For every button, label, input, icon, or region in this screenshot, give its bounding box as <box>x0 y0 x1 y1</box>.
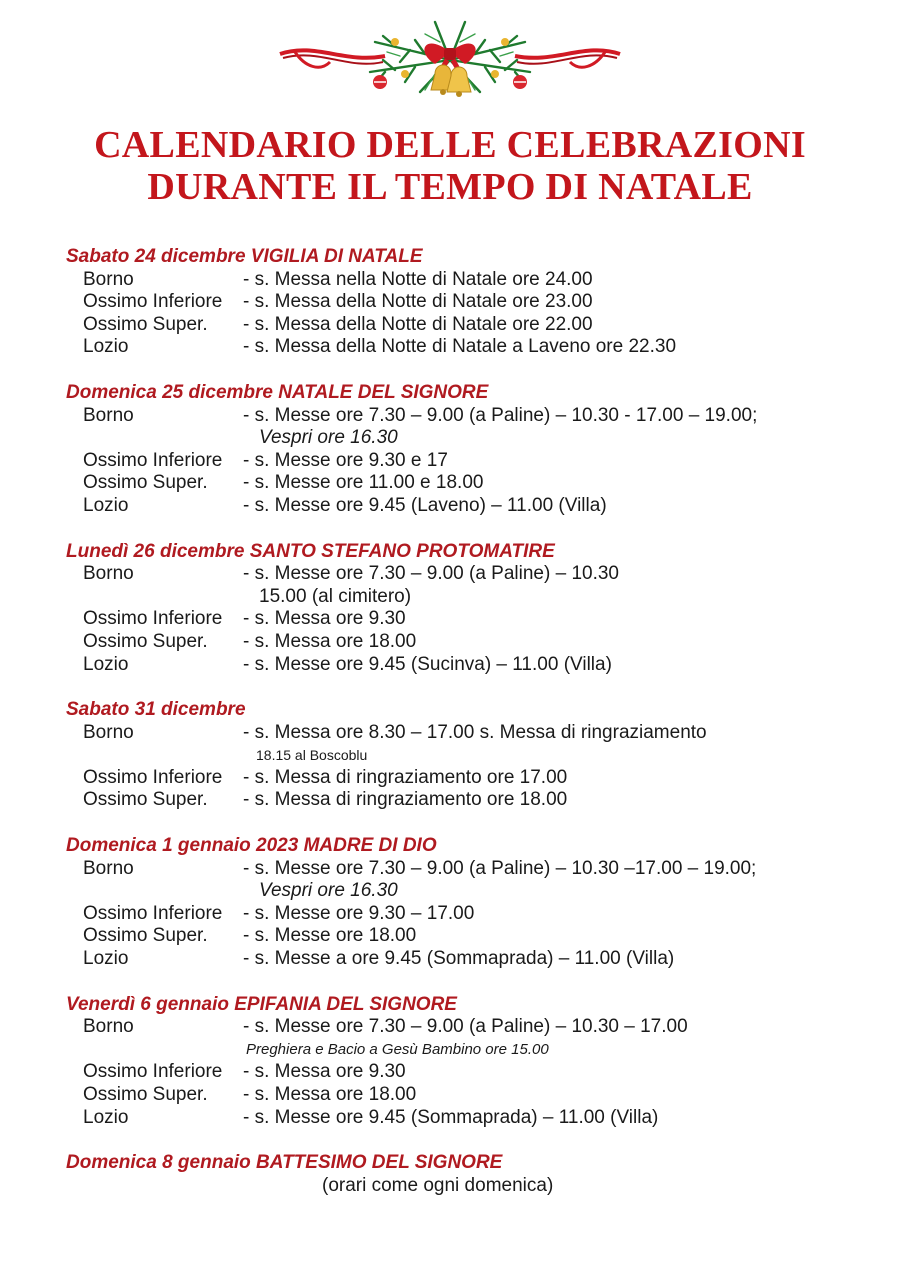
schedule-note: Preghiera e Bacio a Gesù Bambino ore 15.00 <box>246 1040 549 1058</box>
mass-times: - s. Messa ore 18.00 <box>243 630 417 652</box>
schedule-row <box>0 472 900 495</box>
schedule-note: Vespri ore 16.30 <box>259 880 398 902</box>
schedule-row <box>0 314 900 337</box>
schedule-row <box>0 608 900 631</box>
location-name: Ossimo Inferiore <box>83 1061 223 1083</box>
location-name: Borno <box>83 563 134 585</box>
schedule-row <box>0 336 900 359</box>
schedule-row <box>0 405 900 428</box>
mass-times: - s. Messe a ore 9.45 (Sommaprada) – 11.00 (Villa) <box>243 948 675 970</box>
schedule-section <box>0 835 900 971</box>
mass-times: - s. Messa ore 9.30 <box>243 1061 406 1083</box>
mass-times: - s. Messe ore 18.00 <box>243 925 417 947</box>
schedule-note-row <box>0 1039 900 1062</box>
section-heading: Domenica 8 gennaio BATTESIMO DEL SIGNORE <box>66 1152 503 1174</box>
schedule-section <box>0 699 900 812</box>
location-name: Ossimo Super. <box>83 313 208 335</box>
location-name: Lozio <box>83 336 129 358</box>
schedule-row <box>0 450 900 473</box>
schedule-section <box>0 1152 900 1197</box>
location-name: Ossimo Inferiore <box>83 766 223 788</box>
celebrations-schedule <box>0 246 900 1197</box>
location-name: Ossimo Inferiore <box>83 449 223 471</box>
schedule-row <box>0 1016 900 1039</box>
location-name: Ossimo Super. <box>83 630 208 652</box>
mass-times: - s. Messe ore 9.45 (Sucinva) – 11.00 (Villa) <box>243 653 612 675</box>
schedule-row <box>0 858 900 881</box>
schedule-row <box>0 722 900 745</box>
section-heading: Sabato 24 dicembre VIGILIA DI NATALE <box>66 246 423 267</box>
location-name: Borno <box>83 268 134 290</box>
section-heading: Lunedì 26 dicembre SANTO STEFANO PROTOMATIRE <box>66 540 555 562</box>
location-name: Borno <box>83 1016 134 1038</box>
christmas-garland-bells-icon <box>275 12 625 107</box>
mass-times: - s. Messa ore 9.30 <box>243 608 406 630</box>
schedule-section <box>0 541 900 677</box>
schedule-note: Vespri ore 16.30 <box>259 427 398 449</box>
mass-times: - s. Messe ore 7.30 – 9.00 (a Paline) – 10.30 – 17.00 <box>243 1016 688 1038</box>
schedule-row <box>0 654 900 677</box>
mass-times: - s. Messe ore 7.30 – 9.00 (a Paline) – 10.30 - 17.00 – 19.00; <box>243 404 758 426</box>
schedule-row <box>0 1061 900 1084</box>
schedule-row <box>0 269 900 292</box>
schedule-row <box>0 563 900 586</box>
schedule-row <box>0 291 900 314</box>
schedule-row <box>0 1084 900 1107</box>
schedule-section <box>0 246 900 359</box>
schedule-note-row <box>0 427 900 450</box>
schedule-row <box>0 767 900 790</box>
location-name: Ossimo Super. <box>83 925 208 947</box>
schedule-row <box>0 789 900 812</box>
page-title-line2: DURANTE IL TEMPO DI NATALE <box>147 166 753 208</box>
mass-times: - s. Messa della Notte di Natale a Laveno ore 22.30 <box>243 336 677 358</box>
schedule-row <box>0 495 900 518</box>
schedule-row <box>0 925 900 948</box>
mass-times: - s. Messe ore 9.30 e 17 <box>243 449 448 471</box>
mass-times: - s. Messa nella Notte di Natale ore 24.00 <box>243 268 593 290</box>
schedule-row <box>0 1107 900 1130</box>
mass-times: - s. Messe ore 9.30 – 17.00 <box>243 902 475 924</box>
schedule-note-row <box>0 586 900 609</box>
schedule-row <box>0 903 900 926</box>
location-name: Lozio <box>83 1106 129 1128</box>
mass-times: - s. Messa ore 18.00 <box>243 1084 417 1105</box>
mass-times: - s. Messa della Notte di Natale ore 23.00 <box>243 291 593 313</box>
mass-times: - s. Messe ore 7.30 – 9.00 (a Paline) – 10.30 <box>243 563 619 585</box>
location-name: Borno <box>83 404 134 426</box>
location-name: Ossimo Super. <box>83 789 208 811</box>
mass-times: - s. Messa della Notte di Natale ore 22.00 <box>243 313 593 335</box>
schedule-section <box>0 994 900 1130</box>
section-heading: Venerdì 6 gennaio EPIFANIA DEL SIGNORE <box>66 993 457 1015</box>
schedule-row <box>0 948 900 971</box>
section-heading: Domenica 25 dicembre NATALE DEL SIGNORE <box>66 381 489 403</box>
schedule-row <box>0 631 900 654</box>
schedule-footer-note: (orari come ogni domenica) <box>322 1174 554 1196</box>
page-title-line1: CALENDARIO DELLE CELEBRAZIONI <box>94 124 806 166</box>
schedule-note: 15.00 (al cimitero) <box>259 585 412 607</box>
location-name: Ossimo Inferiore <box>83 291 223 313</box>
schedule-note-row <box>0 744 900 767</box>
schedule-note: 18.15 al Boscoblu <box>256 747 368 764</box>
section-heading: Domenica 1 gennaio 2023 MADRE DI DIO <box>66 835 437 857</box>
location-name: Borno <box>83 721 134 743</box>
section-heading: Sabato 31 dicembre <box>66 699 246 721</box>
schedule-section <box>0 382 900 518</box>
mass-times: - s. Messe ore 7.30 – 9.00 (a Paline) – 10.30 –17.00 – 19.00; <box>243 857 757 879</box>
mass-times: - s. Messa di ringraziamento ore 17.00 <box>243 766 568 788</box>
location-name: Ossimo Super. <box>83 1084 208 1105</box>
mass-times: - s. Messa di ringraziamento ore 18.00 <box>243 789 568 811</box>
mass-times: - s. Messa ore 8.30 – 17.00 s. Messa di ringraziamento <box>243 721 707 743</box>
mass-times: - s. Messe ore 11.00 e 18.00 <box>243 472 484 494</box>
location-name: Lozio <box>83 948 129 970</box>
location-name: Lozio <box>83 494 129 516</box>
location-name: Borno <box>83 857 134 879</box>
location-name: Ossimo Inferiore <box>83 902 223 924</box>
schedule-note-row <box>0 880 900 903</box>
location-name: Lozio <box>83 653 129 675</box>
location-name: Ossimo Super. <box>83 472 208 494</box>
location-name: Ossimo Inferiore <box>83 608 223 630</box>
mass-times: - s. Messe ore 9.45 (Laveno) – 11.00 (Villa) <box>243 494 607 516</box>
mass-times: - s. Messe ore 9.45 (Sommaprada) – 11.00 (Villa) <box>243 1106 659 1128</box>
